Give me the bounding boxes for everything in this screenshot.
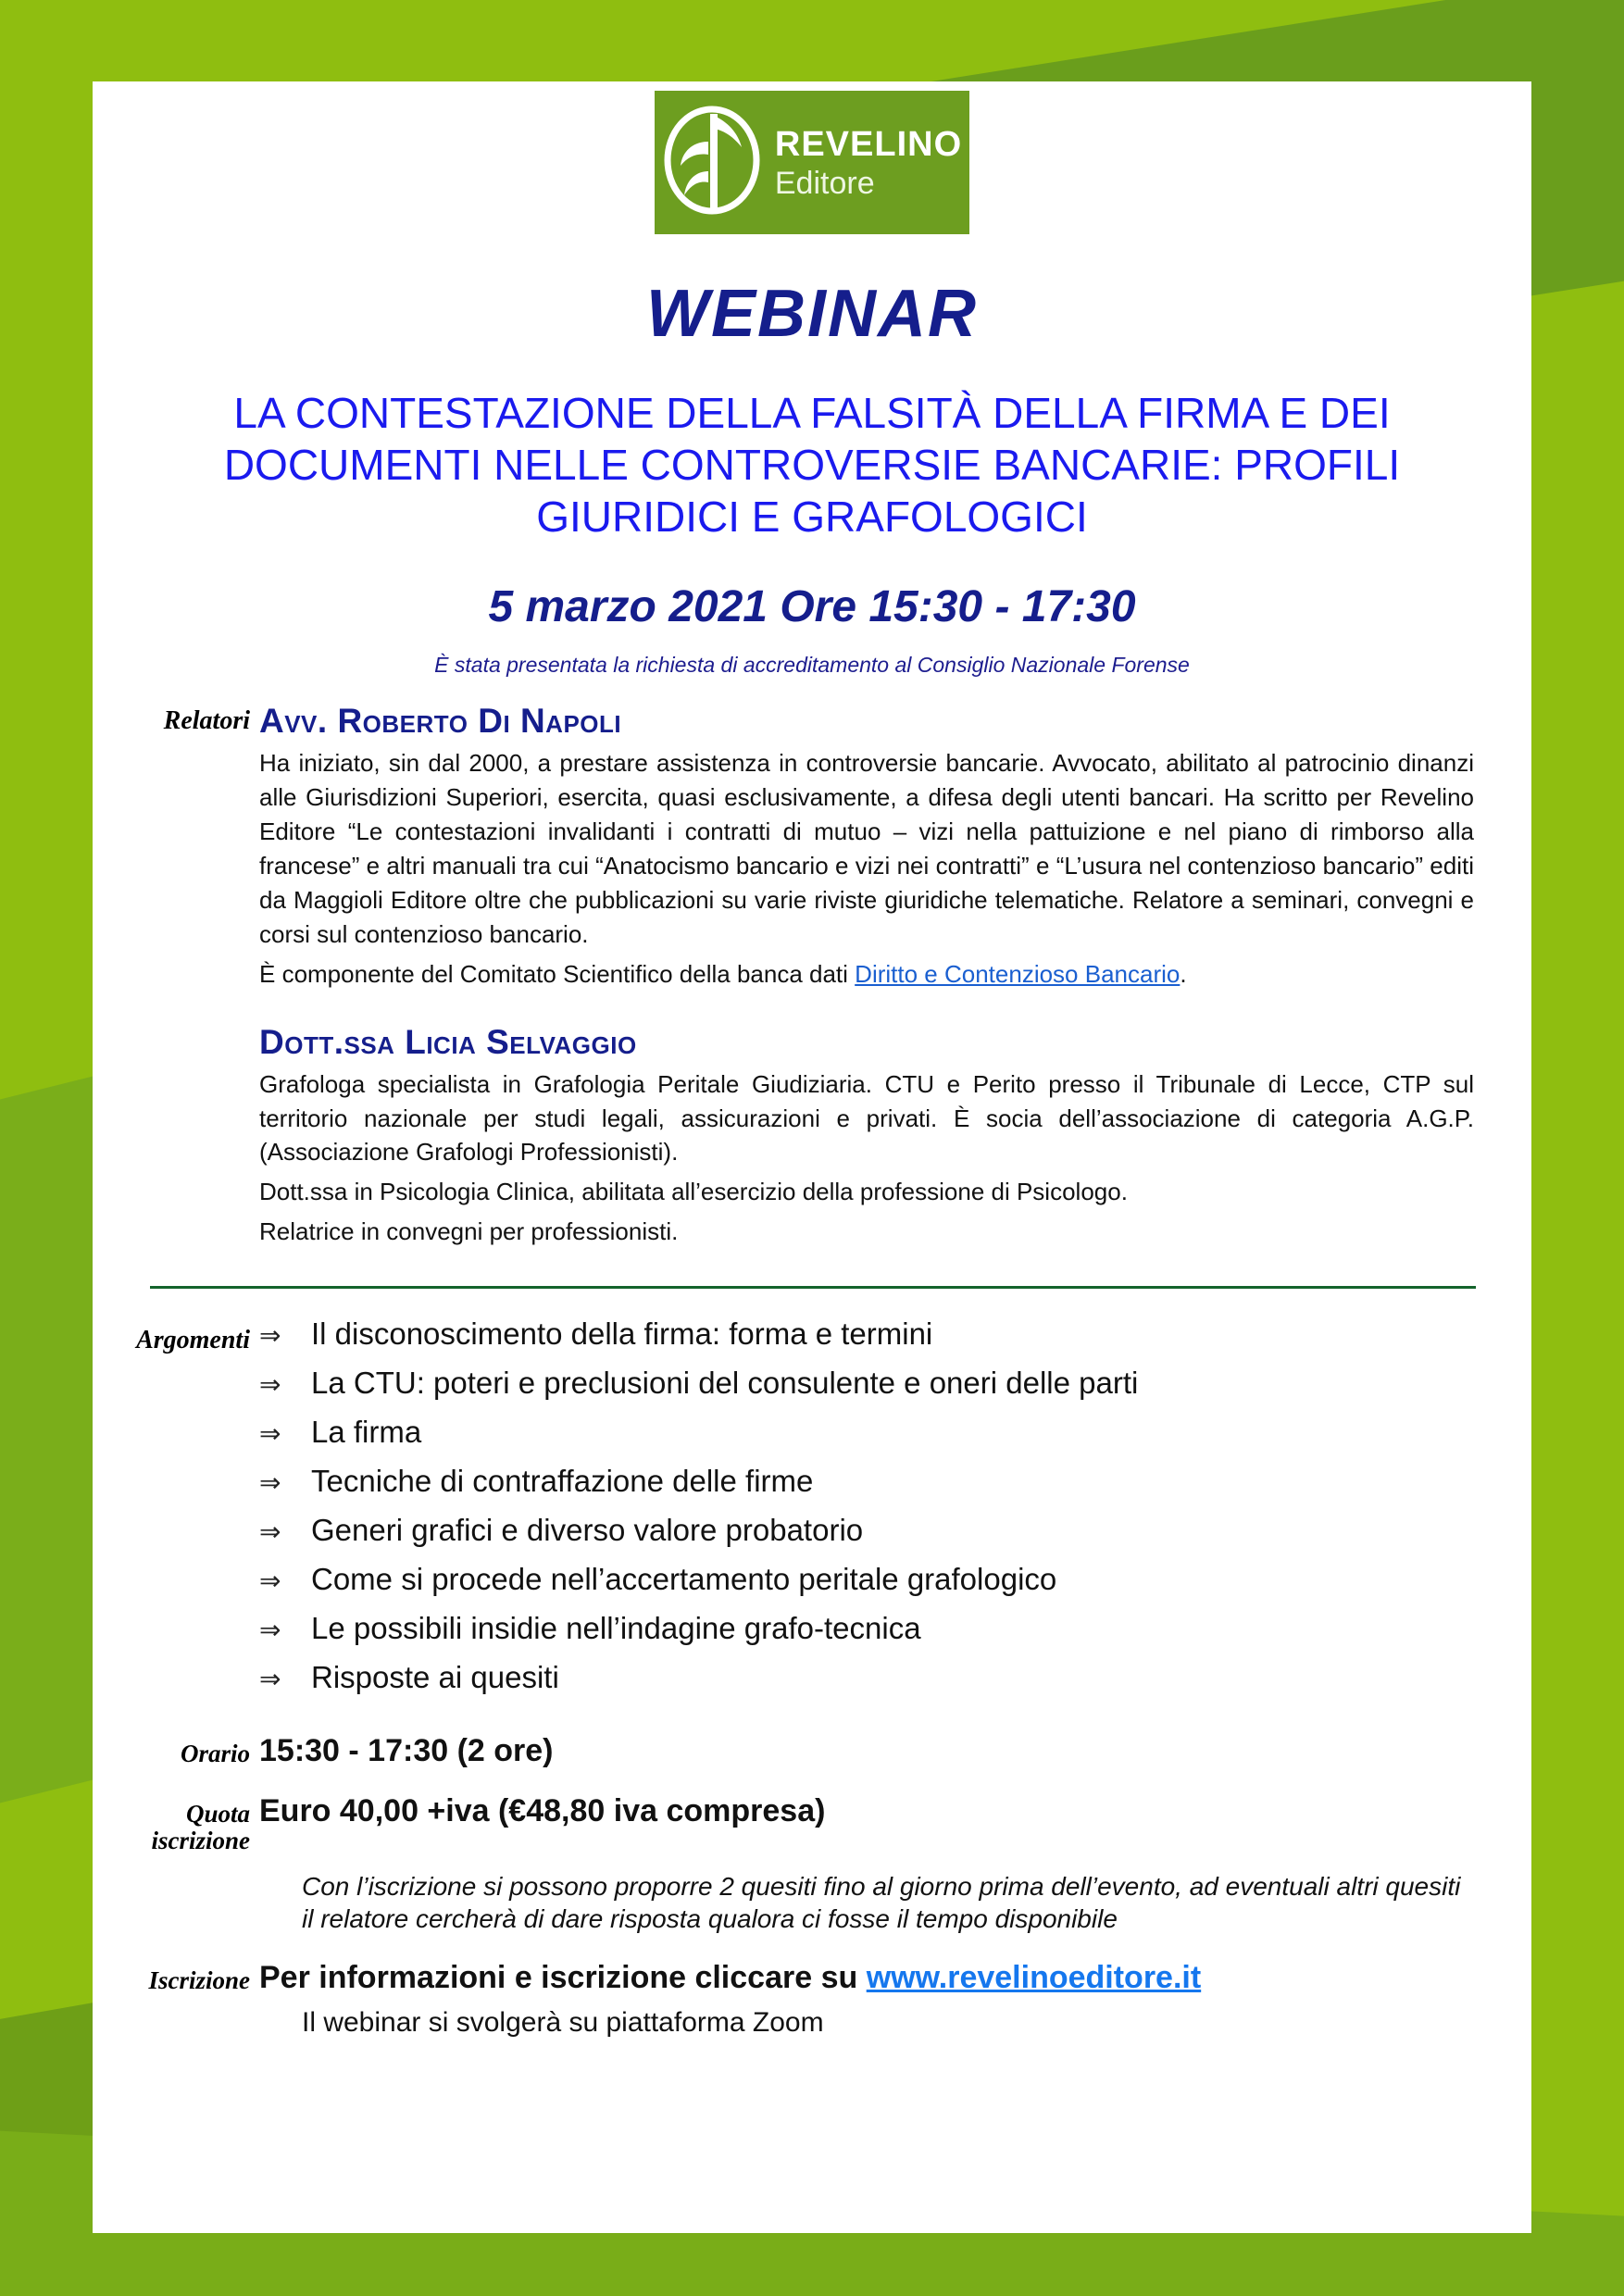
website-link[interactable]: www.revelinoeditore.it <box>866 1960 1202 1996</box>
double-arrow-icon: ⇒ <box>259 1664 281 1695</box>
speaker-name-1: Avv. Roberto Di Napoli <box>259 702 622 741</box>
speaker-block-1 <box>93 702 1531 1254</box>
topics-section <box>93 1316 1531 1709</box>
fee-label <box>93 1793 259 1854</box>
platform-note: Il webinar si svolgerà su piattaforma Zoom <box>302 2007 824 2039</box>
webinar-kicker: WEBINAR <box>646 277 978 351</box>
section-divider <box>150 1286 1476 1289</box>
registration-text: Per informazioni e iscrizione cliccare su <box>259 1960 867 1996</box>
fee-label-line1: Quota <box>185 1800 250 1828</box>
speakers-label: Relatori <box>163 706 250 736</box>
logo-brand-subtitle: Editore <box>774 165 875 201</box>
event-datetime: 5 marzo 2021 Ore 15:30 - 17:30 <box>488 582 1136 632</box>
database-link[interactable]: Diritto e Contenzioso Bancario <box>855 959 1181 988</box>
fee-value: Euro 40,00 +iva (€48,80 iva compresa) <box>259 1793 826 1829</box>
page-title: LA CONTESTAZIONE DELLA FALSITÀ DELLA FIRMA E DEI DOCUMENTI NELLE CONTROVERSIE BANCARIE: PROFILI GIURIDICI E GRAFOLOGICI <box>223 389 1401 542</box>
link-line-prefix: È componente del Comitato Scientifico della banca dati <box>259 959 856 988</box>
double-arrow-icon: ⇒ <box>259 1467 281 1499</box>
topic-label: Le possibili insidie nell’indagine grafo-tecnica <box>311 1611 921 1646</box>
list-item <box>259 1660 1531 1695</box>
topic-label: La CTU: poteri e preclusioni del consulente e oneri delle parti <box>311 1366 1139 1401</box>
double-arrow-icon: ⇒ <box>259 1320 281 1352</box>
speaker-details-1 <box>259 702 1474 1254</box>
list-item <box>259 1611 1531 1646</box>
speaker-bio-2-p3: Relatrice in convegni per professionisti. <box>259 1217 679 1246</box>
list-item <box>259 1513 1531 1548</box>
poster-content <box>93 81 1531 2039</box>
registration-row <box>93 1960 1531 1996</box>
topic-label: Risposte ai quesiti <box>311 1660 559 1695</box>
link-line-suffix: . <box>1180 959 1187 988</box>
topics-list <box>259 1316 1531 1709</box>
double-arrow-icon: ⇒ <box>259 1418 281 1450</box>
schedule-value: 15:30 - 17:30 (2 ore) <box>259 1733 554 1769</box>
poster-sheet <box>93 81 1531 2233</box>
double-arrow-icon: ⇒ <box>259 1516 281 1548</box>
logo-brand-name: REVELINO <box>774 124 963 164</box>
double-arrow-icon: ⇒ <box>259 1566 281 1597</box>
speaker-bio-2-p2: Dott.ssa in Psicologia Clinica, abilitata all’esercizio della professione di Psicologo. <box>259 1178 1128 1206</box>
topics-label: Argomenti <box>136 1326 250 1355</box>
topic-label: La firma <box>311 1415 422 1450</box>
double-arrow-icon: ⇒ <box>259 1369 281 1401</box>
fee-note: Con l’iscrizione si possono proporre 2 quesiti fino al giorno prima dell’evento, ad eventuali altri quesiti il relatore cercherà di dare risposta qualora ci fosse il tempo disponibile <box>302 1871 1461 1934</box>
topic-label: Il disconoscimento della firma: forma e termini <box>311 1316 933 1352</box>
list-item <box>259 1316 1531 1352</box>
registration-label: Iscrizione <box>148 1966 250 1995</box>
registration-value <box>259 1960 1531 1996</box>
fee-label-line2: iscrizione <box>151 1827 250 1855</box>
list-item <box>259 1366 1531 1401</box>
fee-row <box>93 1793 1531 1854</box>
speaker-name-2: Dott.ssa Licia Selvaggio <box>259 1022 637 1061</box>
topic-label: Come si procede nell’accertamento peritale grafologico <box>311 1562 1057 1597</box>
accreditation-note: È stata presentata la richiesta di accreditamento al Consiglio Nazionale Forense <box>434 653 1190 678</box>
double-arrow-icon: ⇒ <box>259 1615 281 1646</box>
speaker-bio-1: Ha iniziato, sin dal 2000, a prestare assistenza in controversie bancarie. Avvocato, abilitato al patrocinio dinanzi alle Giurisdizioni Superiori, esercita, quasi esclusivamente, a difesa degli utenti bancari. Ha scritto per Revelino Editore “Le contestazioni invalidanti i contratti di mutuo – vizi nella pattuizione e nel piano di rimborso alla francese” e altri manuali tra cui “Anatocismo bancario e vizi nei contratti” e “L’usura nel contenzioso bancario” editi da Maggioli Editore oltre che pubblicazioni su varie riviste giuridiche telematiche. Relatore a seminari, convegni e corsi sul contenzioso bancario. <box>259 749 1474 948</box>
speaker-bio-2-p1: Grafologa specialista in Grafologia Peritale Giudiziaria. CTU e Perito presso il Tribunale di Lecce, CTP sul territorio nazionale per studi legali, assicurazioni e privati. È socia dell’associazione di categoria A.G.P. (Associazione Grafologi Professionisti). <box>259 1069 1474 1167</box>
topic-label: Generi grafici e diverso valore probatorio <box>311 1513 864 1548</box>
schedule-label: Orario <box>180 1740 250 1768</box>
speaker-bio-1-link-line <box>259 957 1474 992</box>
list-item <box>259 1464 1531 1499</box>
topic-label: Tecniche di contraffazione delle firme <box>311 1464 814 1499</box>
schedule-row <box>93 1733 1531 1769</box>
list-item <box>259 1562 1531 1597</box>
list-item <box>259 1415 1531 1450</box>
